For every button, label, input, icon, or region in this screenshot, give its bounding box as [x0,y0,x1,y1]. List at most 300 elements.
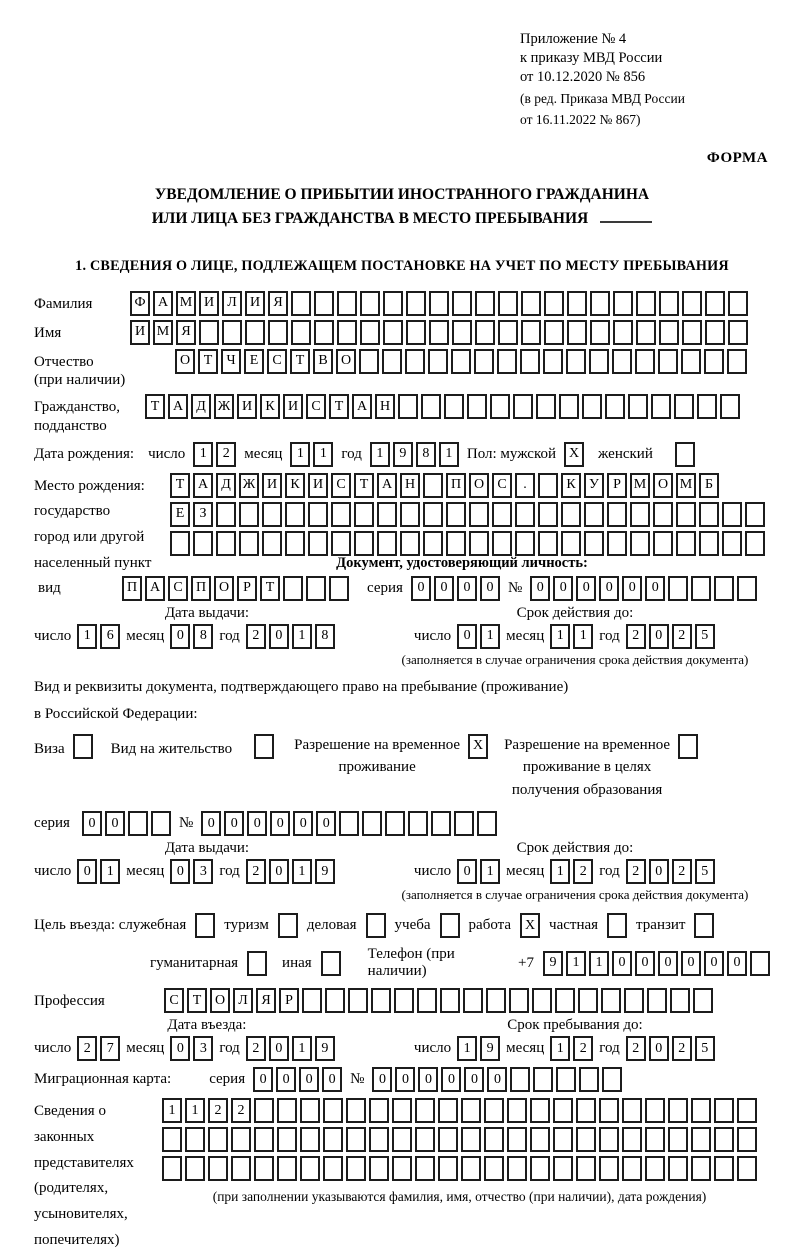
char-box[interactable]: 9 [315,1036,335,1061]
char-box[interactable] [590,320,610,345]
char-box[interactable] [360,291,380,316]
char-box[interactable] [681,349,701,374]
char-box[interactable] [728,291,748,316]
char-box[interactable] [339,811,359,836]
char-box[interactable] [737,1156,757,1181]
char-box[interactable] [429,291,449,316]
char-box[interactable] [607,502,627,527]
char-box[interactable] [254,1127,274,1152]
char-box[interactable] [728,320,748,345]
char-box[interactable] [543,349,563,374]
char-box[interactable] [423,502,443,527]
char-box[interactable]: 1 [292,1036,312,1061]
char-box[interactable] [538,502,558,527]
char-box[interactable] [513,394,533,419]
char-box[interactable] [538,473,558,498]
char-box[interactable]: 5 [695,624,715,649]
char-box[interactable] [454,811,474,836]
char-box[interactable]: И [237,394,257,419]
char-box[interactable] [536,394,556,419]
char-box[interactable] [584,531,604,556]
char-box[interactable] [300,1127,320,1152]
char-box[interactable] [630,502,650,527]
char-box[interactable]: Т [329,394,349,419]
char-box[interactable]: 1 [313,442,333,467]
char-box[interactable] [705,291,725,316]
char-box[interactable] [346,1156,366,1181]
char-box[interactable] [714,576,734,601]
char-box[interactable]: 1 [162,1098,182,1123]
char-box[interactable]: Н [375,394,395,419]
char-box[interactable] [314,320,334,345]
char-box[interactable]: К [285,473,305,498]
char-box[interactable] [415,1127,435,1152]
char-box[interactable]: 0 [269,1036,289,1061]
char-box[interactable] [622,1098,642,1123]
char-box[interactable]: 1 [550,1036,570,1061]
char-box[interactable] [602,1067,622,1092]
char-box[interactable] [475,320,495,345]
char-box[interactable]: О [175,349,195,374]
char-box[interactable] [440,988,460,1013]
char-box[interactable] [498,291,518,316]
char-box[interactable] [438,1127,458,1152]
char-box[interactable]: 0 [612,951,632,976]
char-box[interactable] [308,502,328,527]
char-box[interactable] [440,913,460,938]
char-box[interactable] [515,531,535,556]
char-box[interactable] [645,1127,665,1152]
char-box[interactable] [705,320,725,345]
char-box[interactable] [676,502,696,527]
char-box[interactable]: 1 [589,951,609,976]
char-box[interactable] [278,913,298,938]
char-box[interactable] [544,320,564,345]
char-box[interactable] [520,349,540,374]
char-box[interactable] [509,988,529,1013]
char-box[interactable] [199,320,219,345]
char-box[interactable] [722,502,742,527]
char-box[interactable] [208,1156,228,1181]
char-box[interactable] [694,913,714,938]
char-box[interactable] [492,502,512,527]
char-box[interactable] [463,988,483,1013]
char-box[interactable]: 9 [543,951,563,976]
char-box[interactable] [699,531,719,556]
char-box[interactable] [720,394,740,419]
char-box[interactable]: 0 [441,1067,461,1092]
char-box[interactable] [461,1098,481,1123]
char-box[interactable]: 1 [185,1098,205,1123]
char-box[interactable] [645,1098,665,1123]
char-box[interactable] [283,576,303,601]
char-box[interactable]: Ф [130,291,150,316]
char-box[interactable] [314,291,334,316]
char-box[interactable] [337,320,357,345]
char-box[interactable]: 0 [418,1067,438,1092]
char-box[interactable] [561,502,581,527]
char-box[interactable]: Д [191,394,211,419]
char-box[interactable]: Л [233,988,253,1013]
char-box[interactable] [530,1098,550,1123]
char-box[interactable] [371,988,391,1013]
char-box[interactable]: М [176,291,196,316]
char-box[interactable]: 0 [395,1067,415,1092]
char-box[interactable] [601,988,621,1013]
char-box[interactable]: С [267,349,287,374]
char-box[interactable] [530,1156,550,1181]
char-box[interactable]: 1 [573,624,593,649]
char-box[interactable]: 0 [635,951,655,976]
char-box[interactable] [308,531,328,556]
char-box[interactable] [668,1127,688,1152]
char-box[interactable]: 1 [550,624,570,649]
char-box[interactable]: 0 [269,624,289,649]
char-box[interactable]: 0 [622,576,642,601]
char-box[interactable]: И [283,394,303,419]
char-box[interactable]: 0 [170,859,190,884]
char-box[interactable]: И [308,473,328,498]
char-box[interactable]: Л [222,291,242,316]
char-box[interactable]: 0 [487,1067,507,1092]
char-box[interactable] [415,1098,435,1123]
char-box[interactable] [475,291,495,316]
char-box[interactable]: 5 [695,859,715,884]
char-box[interactable]: 1 [100,859,120,884]
char-box[interactable] [607,913,627,938]
char-box[interactable] [222,320,242,345]
char-box[interactable] [216,531,236,556]
char-box[interactable]: 2 [672,624,692,649]
char-box[interactable]: О [653,473,673,498]
char-box[interactable] [195,913,215,938]
char-box[interactable]: 2 [672,1036,692,1061]
char-box[interactable] [579,1067,599,1092]
char-box[interactable] [484,1098,504,1123]
char-box[interactable]: X [468,734,488,759]
char-box[interactable] [670,988,690,1013]
char-box[interactable]: П [446,473,466,498]
char-box[interactable] [727,349,747,374]
char-box[interactable] [469,531,489,556]
char-box[interactable] [302,988,322,1013]
char-box[interactable] [653,531,673,556]
char-box[interactable] [277,1127,297,1152]
char-box[interactable]: Т [290,349,310,374]
char-box[interactable] [247,951,267,976]
char-box[interactable] [400,531,420,556]
char-box[interactable]: А [377,473,397,498]
char-box[interactable] [337,291,357,316]
char-box[interactable]: 0 [576,576,596,601]
char-box[interactable] [406,291,426,316]
char-box[interactable] [383,320,403,345]
char-box[interactable]: 1 [550,859,570,884]
char-box[interactable] [584,502,604,527]
char-box[interactable] [423,473,443,498]
char-box[interactable] [360,320,380,345]
char-box[interactable] [553,1127,573,1152]
char-box[interactable] [369,1127,389,1152]
char-box[interactable] [507,1098,527,1123]
char-box[interactable]: 0 [105,811,125,836]
char-box[interactable]: 0 [77,859,97,884]
char-box[interactable]: 2 [626,859,646,884]
char-box[interactable] [682,320,702,345]
char-box[interactable]: А [145,576,165,601]
char-box[interactable]: 1 [292,859,312,884]
char-box[interactable] [745,502,765,527]
char-box[interactable] [630,531,650,556]
char-box[interactable] [392,1156,412,1181]
char-box[interactable] [576,1156,596,1181]
char-box[interactable] [331,502,351,527]
char-box[interactable]: Я [176,320,196,345]
char-box[interactable] [737,576,757,601]
char-box[interactable] [421,394,441,419]
char-box[interactable] [653,502,673,527]
char-box[interactable] [613,320,633,345]
char-box[interactable] [658,349,678,374]
char-box[interactable] [659,291,679,316]
char-box[interactable]: Б [699,473,719,498]
char-box[interactable] [474,349,494,374]
char-box[interactable] [254,734,274,759]
char-box[interactable] [538,531,558,556]
char-box[interactable] [348,988,368,1013]
char-box[interactable] [612,349,632,374]
char-box[interactable] [576,1127,596,1152]
char-box[interactable] [451,349,471,374]
char-box[interactable] [400,502,420,527]
char-box[interactable] [561,531,581,556]
char-box[interactable]: О [210,988,230,1013]
char-box[interactable] [444,394,464,419]
char-box[interactable] [254,1156,274,1181]
char-box[interactable] [446,502,466,527]
char-box[interactable] [362,811,382,836]
char-box[interactable] [533,1067,553,1092]
char-box[interactable] [555,988,575,1013]
char-box[interactable] [544,291,564,316]
char-box[interactable]: 0 [322,1067,342,1092]
char-box[interactable] [438,1098,458,1123]
char-box[interactable] [521,291,541,316]
char-box[interactable]: В [313,349,333,374]
char-box[interactable]: 0 [411,576,431,601]
char-box[interactable] [510,1067,530,1092]
char-box[interactable] [636,291,656,316]
char-box[interactable] [461,1156,481,1181]
char-box[interactable] [405,349,425,374]
char-box[interactable] [691,576,711,601]
char-box[interactable] [737,1098,757,1123]
char-box[interactable] [359,349,379,374]
char-box[interactable]: 8 [416,442,436,467]
char-box[interactable] [714,1156,734,1181]
char-box[interactable]: 0 [434,576,454,601]
char-box[interactable] [231,1156,251,1181]
char-box[interactable]: 1 [480,624,500,649]
char-box[interactable] [461,1127,481,1152]
char-box[interactable]: Я [256,988,276,1013]
char-box[interactable] [428,349,448,374]
char-box[interactable]: И [262,473,282,498]
char-box[interactable] [467,394,487,419]
char-box[interactable]: 8 [315,624,335,649]
char-box[interactable] [607,531,627,556]
char-box[interactable]: 0 [224,811,244,836]
char-box[interactable]: 7 [100,1036,120,1061]
char-box[interactable] [325,988,345,1013]
char-box[interactable]: 1 [77,624,97,649]
char-box[interactable]: Р [279,988,299,1013]
char-box[interactable]: Ч [221,349,241,374]
char-box[interactable] [216,502,236,527]
char-box[interactable] [599,1127,619,1152]
char-box[interactable] [647,988,667,1013]
char-box[interactable] [385,811,405,836]
char-box[interactable] [699,502,719,527]
char-box[interactable]: С [306,394,326,419]
char-box[interactable] [392,1098,412,1123]
char-box[interactable] [589,349,609,374]
char-box[interactable]: А [168,394,188,419]
char-box[interactable]: О [336,349,356,374]
char-box[interactable] [170,531,190,556]
char-box[interactable]: З [193,502,213,527]
char-box[interactable] [582,394,602,419]
char-box[interactable] [635,349,655,374]
char-box[interactable]: 1 [480,859,500,884]
char-box[interactable]: М [676,473,696,498]
char-box[interactable]: 2 [208,1098,228,1123]
char-box[interactable] [383,291,403,316]
char-box[interactable] [497,349,517,374]
char-box[interactable] [431,811,451,836]
char-box[interactable] [622,1156,642,1181]
char-box[interactable]: Т [354,473,374,498]
char-box[interactable]: Е [244,349,264,374]
char-box[interactable] [369,1156,389,1181]
char-box[interactable] [676,531,696,556]
char-box[interactable] [300,1098,320,1123]
char-box[interactable] [323,1098,343,1123]
char-box[interactable]: С [168,576,188,601]
char-box[interactable] [382,349,402,374]
char-box[interactable] [737,1127,757,1152]
char-box[interactable]: 0 [270,811,290,836]
char-box[interactable]: К [260,394,280,419]
char-box[interactable] [477,811,497,836]
char-box[interactable]: 0 [727,951,747,976]
char-box[interactable]: 1 [370,442,390,467]
char-box[interactable] [484,1156,504,1181]
char-box[interactable] [553,1156,573,1181]
char-box[interactable] [406,320,426,345]
char-box[interactable] [507,1156,527,1181]
char-box[interactable] [417,988,437,1013]
char-box[interactable]: 2 [626,624,646,649]
char-box[interactable]: Т [187,988,207,1013]
char-box[interactable] [678,734,698,759]
char-box[interactable]: 2 [626,1036,646,1061]
char-box[interactable] [377,502,397,527]
char-box[interactable]: Е [170,502,190,527]
char-box[interactable]: 2 [231,1098,251,1123]
char-box[interactable]: М [153,320,173,345]
char-box[interactable]: 2 [246,859,266,884]
char-box[interactable] [659,320,679,345]
char-box[interactable] [239,502,259,527]
char-box[interactable]: Т [260,576,280,601]
char-box[interactable] [277,1098,297,1123]
char-box[interactable] [599,1098,619,1123]
char-box[interactable] [624,988,644,1013]
char-box[interactable]: 1 [193,442,213,467]
char-box[interactable] [285,531,305,556]
char-box[interactable]: С [492,473,512,498]
char-box[interactable]: 2 [573,859,593,884]
char-box[interactable] [394,988,414,1013]
char-box[interactable] [268,320,288,345]
char-box[interactable]: А [153,291,173,316]
char-box[interactable] [492,531,512,556]
char-box[interactable]: 0 [658,951,678,976]
char-box[interactable]: А [352,394,372,419]
char-box[interactable]: 3 [193,1036,213,1061]
char-box[interactable] [693,988,713,1013]
char-box[interactable] [714,1127,734,1152]
char-box[interactable]: К [561,473,581,498]
char-box[interactable]: У [584,473,604,498]
char-box[interactable] [208,1127,228,1152]
char-box[interactable]: Д [216,473,236,498]
char-box[interactable] [331,531,351,556]
char-box[interactable]: П [191,576,211,601]
char-box[interactable] [645,1156,665,1181]
char-box[interactable] [507,1127,527,1152]
char-box[interactable] [346,1098,366,1123]
char-box[interactable]: О [469,473,489,498]
char-box[interactable]: 9 [315,859,335,884]
char-box[interactable]: 0 [645,576,665,601]
char-box[interactable] [185,1156,205,1181]
char-box[interactable] [408,811,428,836]
char-box[interactable] [423,531,443,556]
char-box[interactable] [722,531,742,556]
char-box[interactable] [613,291,633,316]
char-box[interactable] [193,531,213,556]
char-box[interactable] [697,394,717,419]
char-box[interactable] [446,531,466,556]
char-box[interactable] [151,811,171,836]
char-box[interactable] [429,320,449,345]
char-box[interactable] [245,320,265,345]
char-box[interactable] [578,988,598,1013]
char-box[interactable]: 0 [457,576,477,601]
char-box[interactable] [521,320,541,345]
char-box[interactable]: Н [400,473,420,498]
char-box[interactable]: А [193,473,213,498]
char-box[interactable] [254,1098,274,1123]
char-box[interactable]: 0 [599,576,619,601]
char-box[interactable] [532,988,552,1013]
char-box[interactable]: Я [268,291,288,316]
char-box[interactable] [566,349,586,374]
char-box[interactable] [398,394,418,419]
char-box[interactable]: 0 [82,811,102,836]
